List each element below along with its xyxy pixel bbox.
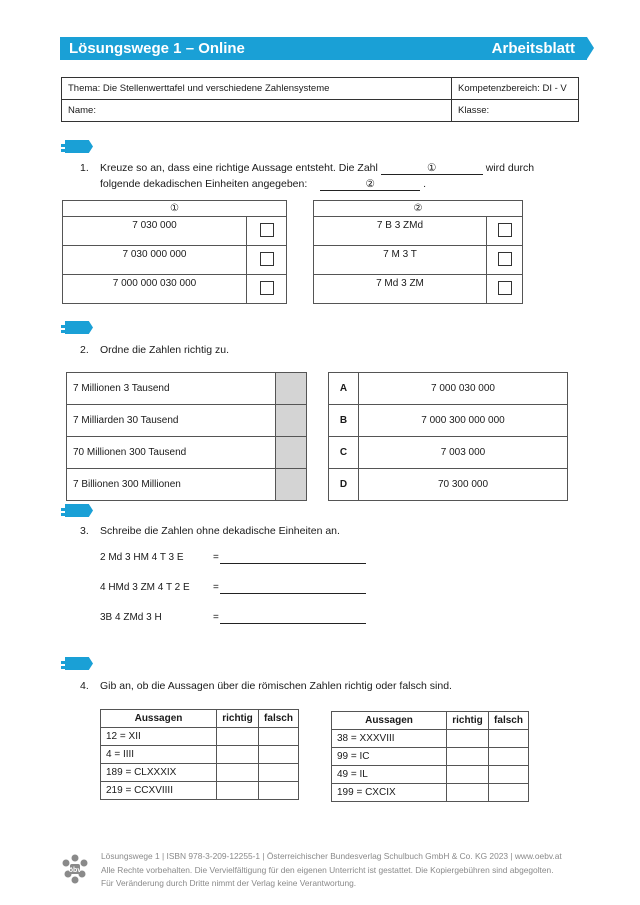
- write-row: [100, 582, 370, 596]
- answer-line[interactable]: [220, 593, 366, 594]
- option-label: 7 Md 3 ZM: [314, 275, 487, 304]
- checkbox[interactable]: [498, 223, 512, 237]
- column-header: richtig: [217, 710, 259, 728]
- checkbox-cell[interactable]: [487, 246, 523, 275]
- task-4-text: Gib an, ob die Aussagen über die römischen Zahlen richtig oder falsch sind.: [100, 680, 452, 692]
- logo-text: öbv: [68, 867, 82, 874]
- checkbox-cell[interactable]: [247, 275, 287, 304]
- option-letter: A: [329, 373, 359, 405]
- sheet-type: Arbeitsblatt: [491, 40, 575, 57]
- statement: 49 = IL: [332, 766, 447, 784]
- option-value: 7 000 030 000: [359, 373, 568, 405]
- column-header: Aussagen: [101, 710, 217, 728]
- statement: 12 = XII: [101, 728, 217, 746]
- task-1-text-d: .: [423, 178, 427, 190]
- column-header: falsch: [489, 712, 529, 730]
- task-2-text: Ordne die Zahlen richtig zu.: [100, 344, 229, 356]
- match-item: 7 Milliarden 30 Tausend: [67, 405, 276, 437]
- checkbox-cell[interactable]: [487, 275, 523, 304]
- footer-line-1: Lösungswege 1 | ISBN 978-3-209-12255-1 | Österreichischer Bundesverlag Schulbuch GmbH & Co. KG 2023 | www.oebv.at: [101, 851, 562, 861]
- checkbox-cell[interactable]: [487, 217, 523, 246]
- false-cell[interactable]: [489, 748, 529, 766]
- false-cell[interactable]: [259, 782, 299, 800]
- column-header: falsch: [259, 710, 299, 728]
- name-field[interactable]: Name:: [62, 100, 452, 122]
- statement: 4 = IIII: [101, 746, 217, 764]
- answer-line[interactable]: [220, 563, 366, 564]
- statement: 219 = CCXVIIII: [101, 782, 217, 800]
- option-label: 7 030 000 000: [63, 246, 247, 275]
- expression: 4 HMd 3 ZM 4 T 2 E: [100, 582, 190, 593]
- true-cell[interactable]: [447, 784, 489, 802]
- checkbox[interactable]: [260, 223, 274, 237]
- task-1-text-c: folgende dekadischen Einheiten angegeben:: [100, 178, 308, 190]
- true-cell[interactable]: [447, 766, 489, 784]
- task-marker-icon: [61, 140, 97, 153]
- book-title: Lösungswege 1 – Online: [69, 40, 245, 57]
- write-row: [100, 612, 370, 626]
- footer: [101, 850, 591, 891]
- class-field[interactable]: Klasse:: [452, 100, 579, 122]
- roman-table-2: [331, 711, 529, 802]
- true-cell[interactable]: [447, 748, 489, 766]
- task-1-text-b: wird durch: [485, 162, 535, 174]
- statement: 99 = IC: [332, 748, 447, 766]
- true-cell[interactable]: [217, 746, 259, 764]
- statement: 38 = XXXVIII: [332, 730, 447, 748]
- match-item: 7 Billionen 300 Millionen: [67, 469, 276, 501]
- answer-line[interactable]: [220, 623, 366, 624]
- checkbox[interactable]: [260, 281, 274, 295]
- publisher-logo-icon: [57, 850, 93, 886]
- equals-sign: =: [213, 552, 219, 563]
- option-label: 7 030 000: [63, 217, 247, 246]
- false-cell[interactable]: [489, 784, 529, 802]
- banner-arrow: [587, 37, 594, 59]
- option-label: 7 B 3 ZMd: [314, 217, 487, 246]
- footer-line-3: Für Veränderung durch Dritte nimmt der Verlag keine Verantwortung.: [101, 878, 357, 888]
- task-number: 2.: [80, 344, 89, 356]
- option-value: 7 000 300 000 000: [359, 405, 568, 437]
- competence-cell: Kompetenzbereich: DI - V: [452, 78, 579, 100]
- expression: 3B 4 ZMd 3 H: [100, 612, 162, 623]
- task-1-text-a: Kreuze so an, dass eine richtige Aussage entsteht. Die Zahl: [100, 162, 378, 174]
- answer-cell[interactable]: [276, 469, 307, 501]
- task-marker-icon: [61, 321, 97, 334]
- column-header: richtig: [447, 712, 489, 730]
- task-3: [80, 523, 480, 539]
- answer-cell[interactable]: [276, 405, 307, 437]
- task-number: 3.: [80, 525, 89, 537]
- task-marker-icon: [61, 657, 97, 670]
- false-cell[interactable]: [259, 728, 299, 746]
- task-3-text: Schreibe die Zahlen ohne dekadische Einheiten an.: [100, 525, 340, 537]
- roman-table-1: [100, 709, 299, 800]
- true-cell[interactable]: [217, 764, 259, 782]
- equals-sign: =: [213, 612, 219, 623]
- checkbox-cell[interactable]: [247, 217, 287, 246]
- task-2: [80, 342, 480, 358]
- match-right-table: [328, 372, 568, 501]
- option-value: 7 003 000: [359, 437, 568, 469]
- table-header: ①: [63, 201, 287, 217]
- option-letter: D: [329, 469, 359, 501]
- false-cell[interactable]: [259, 764, 299, 782]
- option-letter: C: [329, 437, 359, 469]
- true-cell[interactable]: [217, 782, 259, 800]
- false-cell[interactable]: [489, 730, 529, 748]
- true-cell[interactable]: [217, 728, 259, 746]
- answer-cell[interactable]: [276, 437, 307, 469]
- false-cell[interactable]: [489, 766, 529, 784]
- answer-cell[interactable]: [276, 373, 307, 405]
- statement: 189 = CLXXXIX: [101, 764, 217, 782]
- statement: 199 = CXCIX: [332, 784, 447, 802]
- checkbox[interactable]: [260, 252, 274, 266]
- option-letter: B: [329, 405, 359, 437]
- checkbox[interactable]: [498, 252, 512, 266]
- match-left-table: [66, 372, 307, 501]
- option-value: 70 300 000: [359, 469, 568, 501]
- task-1: [80, 160, 560, 192]
- topic-cell: Thema: Die Stellenwerttafel und verschiedene Zahlensysteme: [62, 78, 452, 100]
- match-item: 7 Millionen 3 Tausend: [67, 373, 276, 405]
- task-marker-icon: [61, 504, 97, 517]
- task-4: [80, 678, 560, 694]
- choice-table-2: [313, 200, 523, 304]
- footer-line-2: Alle Rechte vorbehalten. Die Vervielfältigung für den eigenen Unterricht ist gestattet. Die Kopiergebühren sind abgegolten.: [101, 864, 554, 875]
- choice-table-1: [62, 200, 287, 304]
- task-number: 4.: [80, 680, 89, 692]
- option-label: 7 000 000 030 000: [63, 275, 247, 304]
- true-cell[interactable]: [447, 730, 489, 748]
- checkbox[interactable]: [498, 281, 512, 295]
- match-item: 70 Millionen 300 Tausend: [67, 437, 276, 469]
- header-banner: [60, 37, 587, 60]
- false-cell[interactable]: [259, 746, 299, 764]
- table-header: ②: [314, 201, 523, 217]
- column-header: Aussagen: [332, 712, 447, 730]
- checkbox-cell[interactable]: [247, 246, 287, 275]
- option-label: 7 M 3 T: [314, 246, 487, 275]
- blank-2: ②: [320, 178, 420, 191]
- expression: 2 Md 3 HM 4 T 3 E: [100, 552, 184, 563]
- blank-1: ①: [381, 162, 483, 175]
- equals-sign: =: [213, 582, 219, 593]
- write-row: [100, 552, 370, 566]
- task-number: 1.: [80, 162, 89, 174]
- info-table: [61, 77, 579, 122]
